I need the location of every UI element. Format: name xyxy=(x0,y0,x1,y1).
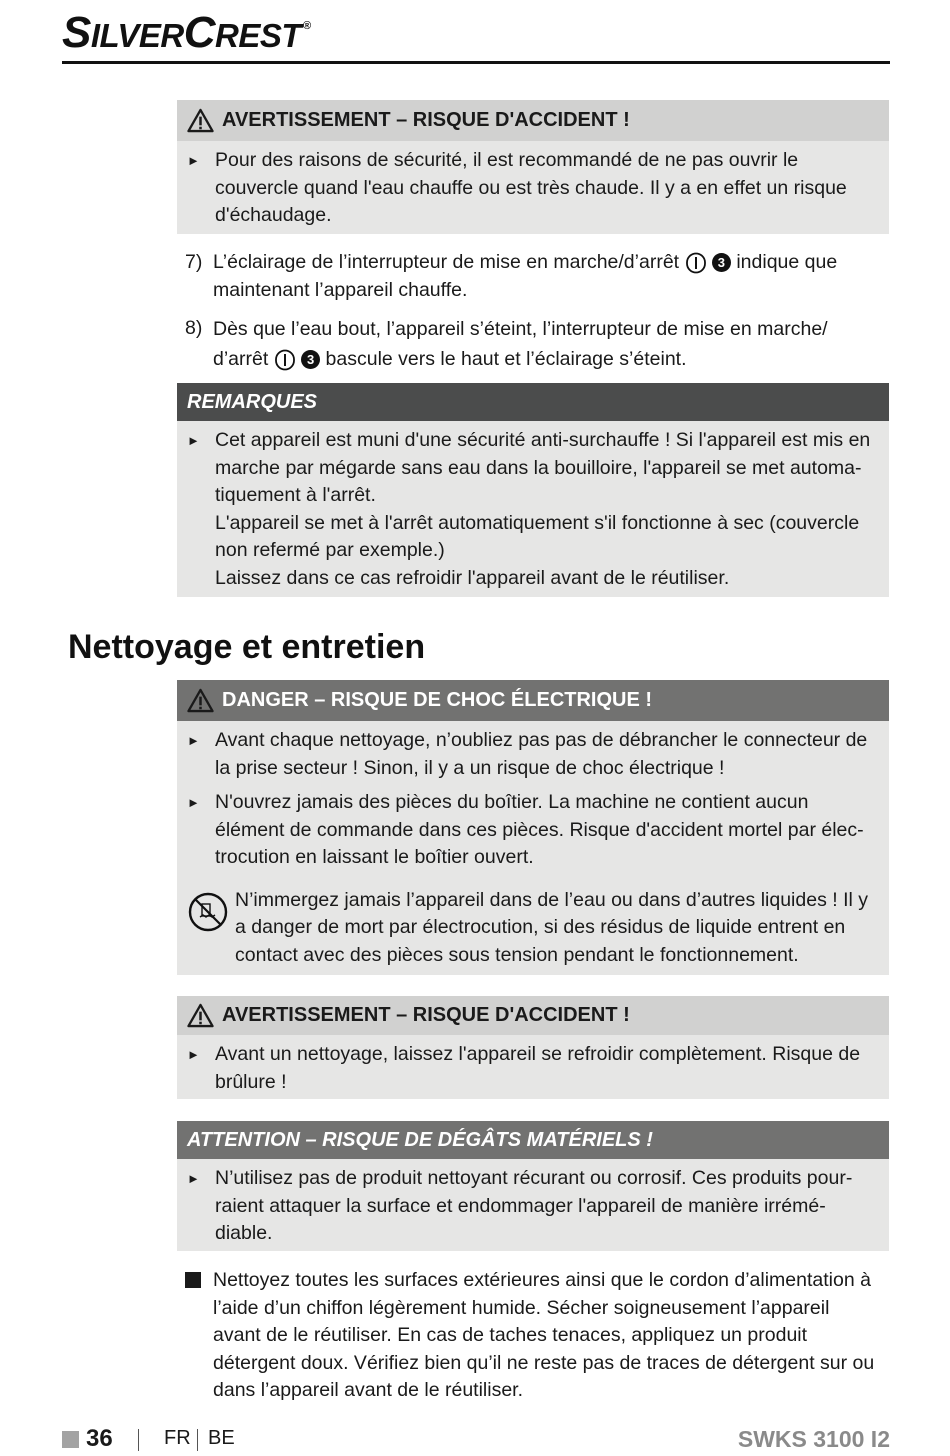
list-item xyxy=(177,727,889,782)
notes-box xyxy=(177,383,889,597)
right-triangle-bullet-icon: ► xyxy=(187,733,200,748)
page-number: 36 xyxy=(86,1425,113,1452)
warning-box-accident xyxy=(177,100,889,234)
list-item xyxy=(177,1041,889,1096)
danger-box-header xyxy=(177,680,889,721)
warning-triangle-icon xyxy=(187,688,214,713)
cleaning-instruction xyxy=(185,1267,875,1405)
bullet-text xyxy=(215,427,879,592)
step-text-part: bascule vers le haut et l’éclairage s’éteint. xyxy=(325,348,687,370)
right-triangle-bullet-icon: ► xyxy=(187,153,200,168)
step-text-part: Dès que l’eau bout, l’appareil s’éteint, l’interrupteur de mise en marche/ d’arrêt xyxy=(213,318,828,370)
footer-divider xyxy=(197,1429,198,1451)
right-triangle-bullet-icon: ► xyxy=(187,795,200,810)
step-8 xyxy=(185,314,875,374)
power-switch-icon xyxy=(274,349,296,371)
model-number: SWKS 3100 I2 xyxy=(737,1426,890,1452)
do-not-immerse-icon xyxy=(187,891,229,933)
note-line: L'appareil se met à l'arrêt automatiquement s'il fonctionne à sec (couvercle non refermé par exemple.) xyxy=(215,511,860,561)
note-line: Laissez dans ce cas refroidir l'appareil avant de le réutiliser. xyxy=(215,566,730,589)
immersion-warning xyxy=(177,872,889,970)
step-text xyxy=(213,248,875,304)
cleaning-instruction-text: Nettoyez toutes les surfaces extérieures ainsi que le cordon d’alimentation à l’aide d’un chiffon légèrement humide. Sécher soigneusement l’appareil avant de le réutiliser. En cas de taches tenaces, appliquez un produit détergent doux. Vérifiez bien qu’il ne reste pas de traces de détergent sur ou dans l’appareil avant de le réutiliser. xyxy=(213,1269,875,1401)
danger-box-title: DANGER – RISQUE DE CHOC ÉLECTRIQUE ! xyxy=(222,689,653,711)
bullet-text: Avant un nettoyage, laissez l'appareil se refroidir complètement. Risque de brûlure ! xyxy=(215,1043,861,1093)
right-triangle-bullet-icon: ► xyxy=(187,1047,200,1062)
page-footer xyxy=(62,1425,890,1455)
footer-divider xyxy=(138,1429,139,1451)
list-item xyxy=(177,147,889,230)
bullet-text: N’utilisez pas de produit nettoyant récurant ou corrosif. Ces produits pour-raient attaquer la surface et endommager l'appareil de manière irrémé-diable. xyxy=(215,1167,853,1244)
header-rule xyxy=(62,61,890,64)
step-number: 7) xyxy=(185,251,203,273)
list-item xyxy=(177,1165,889,1248)
brand-text: REST xyxy=(215,17,302,54)
brand-logo xyxy=(62,8,311,58)
attention-box-header xyxy=(177,1121,889,1159)
right-triangle-bullet-icon: ► xyxy=(187,433,200,448)
country-code: BE xyxy=(208,1427,235,1449)
warning-triangle-icon xyxy=(187,108,214,133)
list-item xyxy=(177,427,889,592)
warning-box-title: AVERTISSEMENT – RISQUE D'ACCIDENT ! xyxy=(222,1004,630,1026)
registered-mark: ® xyxy=(303,20,311,32)
square-bullet-icon xyxy=(185,1272,201,1288)
notes-box-header xyxy=(177,383,889,421)
step-text-part: indique que maintenant l’appareil chauffe. xyxy=(213,251,838,301)
step-7 xyxy=(185,248,875,304)
reference-number-badge: 3 xyxy=(301,350,320,369)
note-line: Cet appareil est muni d'une sécurité anti-surchauffe ! Si l'appareil est mis en marche par mégarde sans eau dans la bouilloire, l'appareil se met automa-tiquement à l'arrêt. xyxy=(215,429,871,506)
step-text xyxy=(213,314,875,374)
brand-letter: C xyxy=(183,8,215,57)
warning-box-accident xyxy=(177,996,889,1099)
bullet-text: Pour des raisons de sécurité, il est recommandé de ne pas ouvrir le couvercle quand l'eau chauffe ou est très chaude. Il y a en effet un risque d'échaudage. xyxy=(215,149,847,226)
power-switch-icon xyxy=(685,252,707,274)
right-triangle-bullet-icon: ► xyxy=(187,1171,200,1186)
page-marker-icon xyxy=(62,1431,79,1448)
bullet-text: N'ouvrez jamais des pièces du boîtier. La machine ne contient aucun élément de commande dans ces pièces. Risque d'accident mortel par élec-trocution en laissant le boîtier ouvert. xyxy=(215,791,864,868)
brand-letter: S xyxy=(62,8,91,57)
reference-number-badge: 3 xyxy=(712,253,731,272)
step-number: 8) xyxy=(185,317,203,339)
language-code: FR xyxy=(164,1427,191,1449)
section-title: Nettoyage et entretien xyxy=(68,628,426,666)
attention-box-title: ATTENTION – RISQUE DE DÉGÂTS MATÉRIELS ! xyxy=(187,1128,653,1151)
bullet-text: Avant chaque nettoyage, n’oubliez pas pas de débrancher le connecteur de la prise secteur ! Sinon, il y a un risque de choc électrique ! xyxy=(215,729,868,779)
step-text-part: L’éclairage de l’interrupteur de mise en marche/d’arrêt xyxy=(213,251,680,273)
notes-box-title: REMARQUES xyxy=(187,390,318,413)
warning-triangle-icon xyxy=(187,1003,214,1028)
warning-box-header xyxy=(177,100,889,141)
brand-text: ILVER xyxy=(90,17,184,54)
list-item xyxy=(177,789,889,872)
attention-box-damage xyxy=(177,1121,889,1251)
warning-box-title: AVERTISSEMENT – RISQUE D'ACCIDENT ! xyxy=(222,109,630,131)
immersion-warning-text: N’immergez jamais l’appareil dans de l’eau ou dans d’autres liquides ! Il y a danger de mort par électrocution, si des résidus de liquide entrent en contact avec des pièces sous tension pendant le fonctionnement. xyxy=(235,888,868,966)
danger-box-electric xyxy=(177,680,889,975)
warning-box-header xyxy=(177,996,889,1035)
